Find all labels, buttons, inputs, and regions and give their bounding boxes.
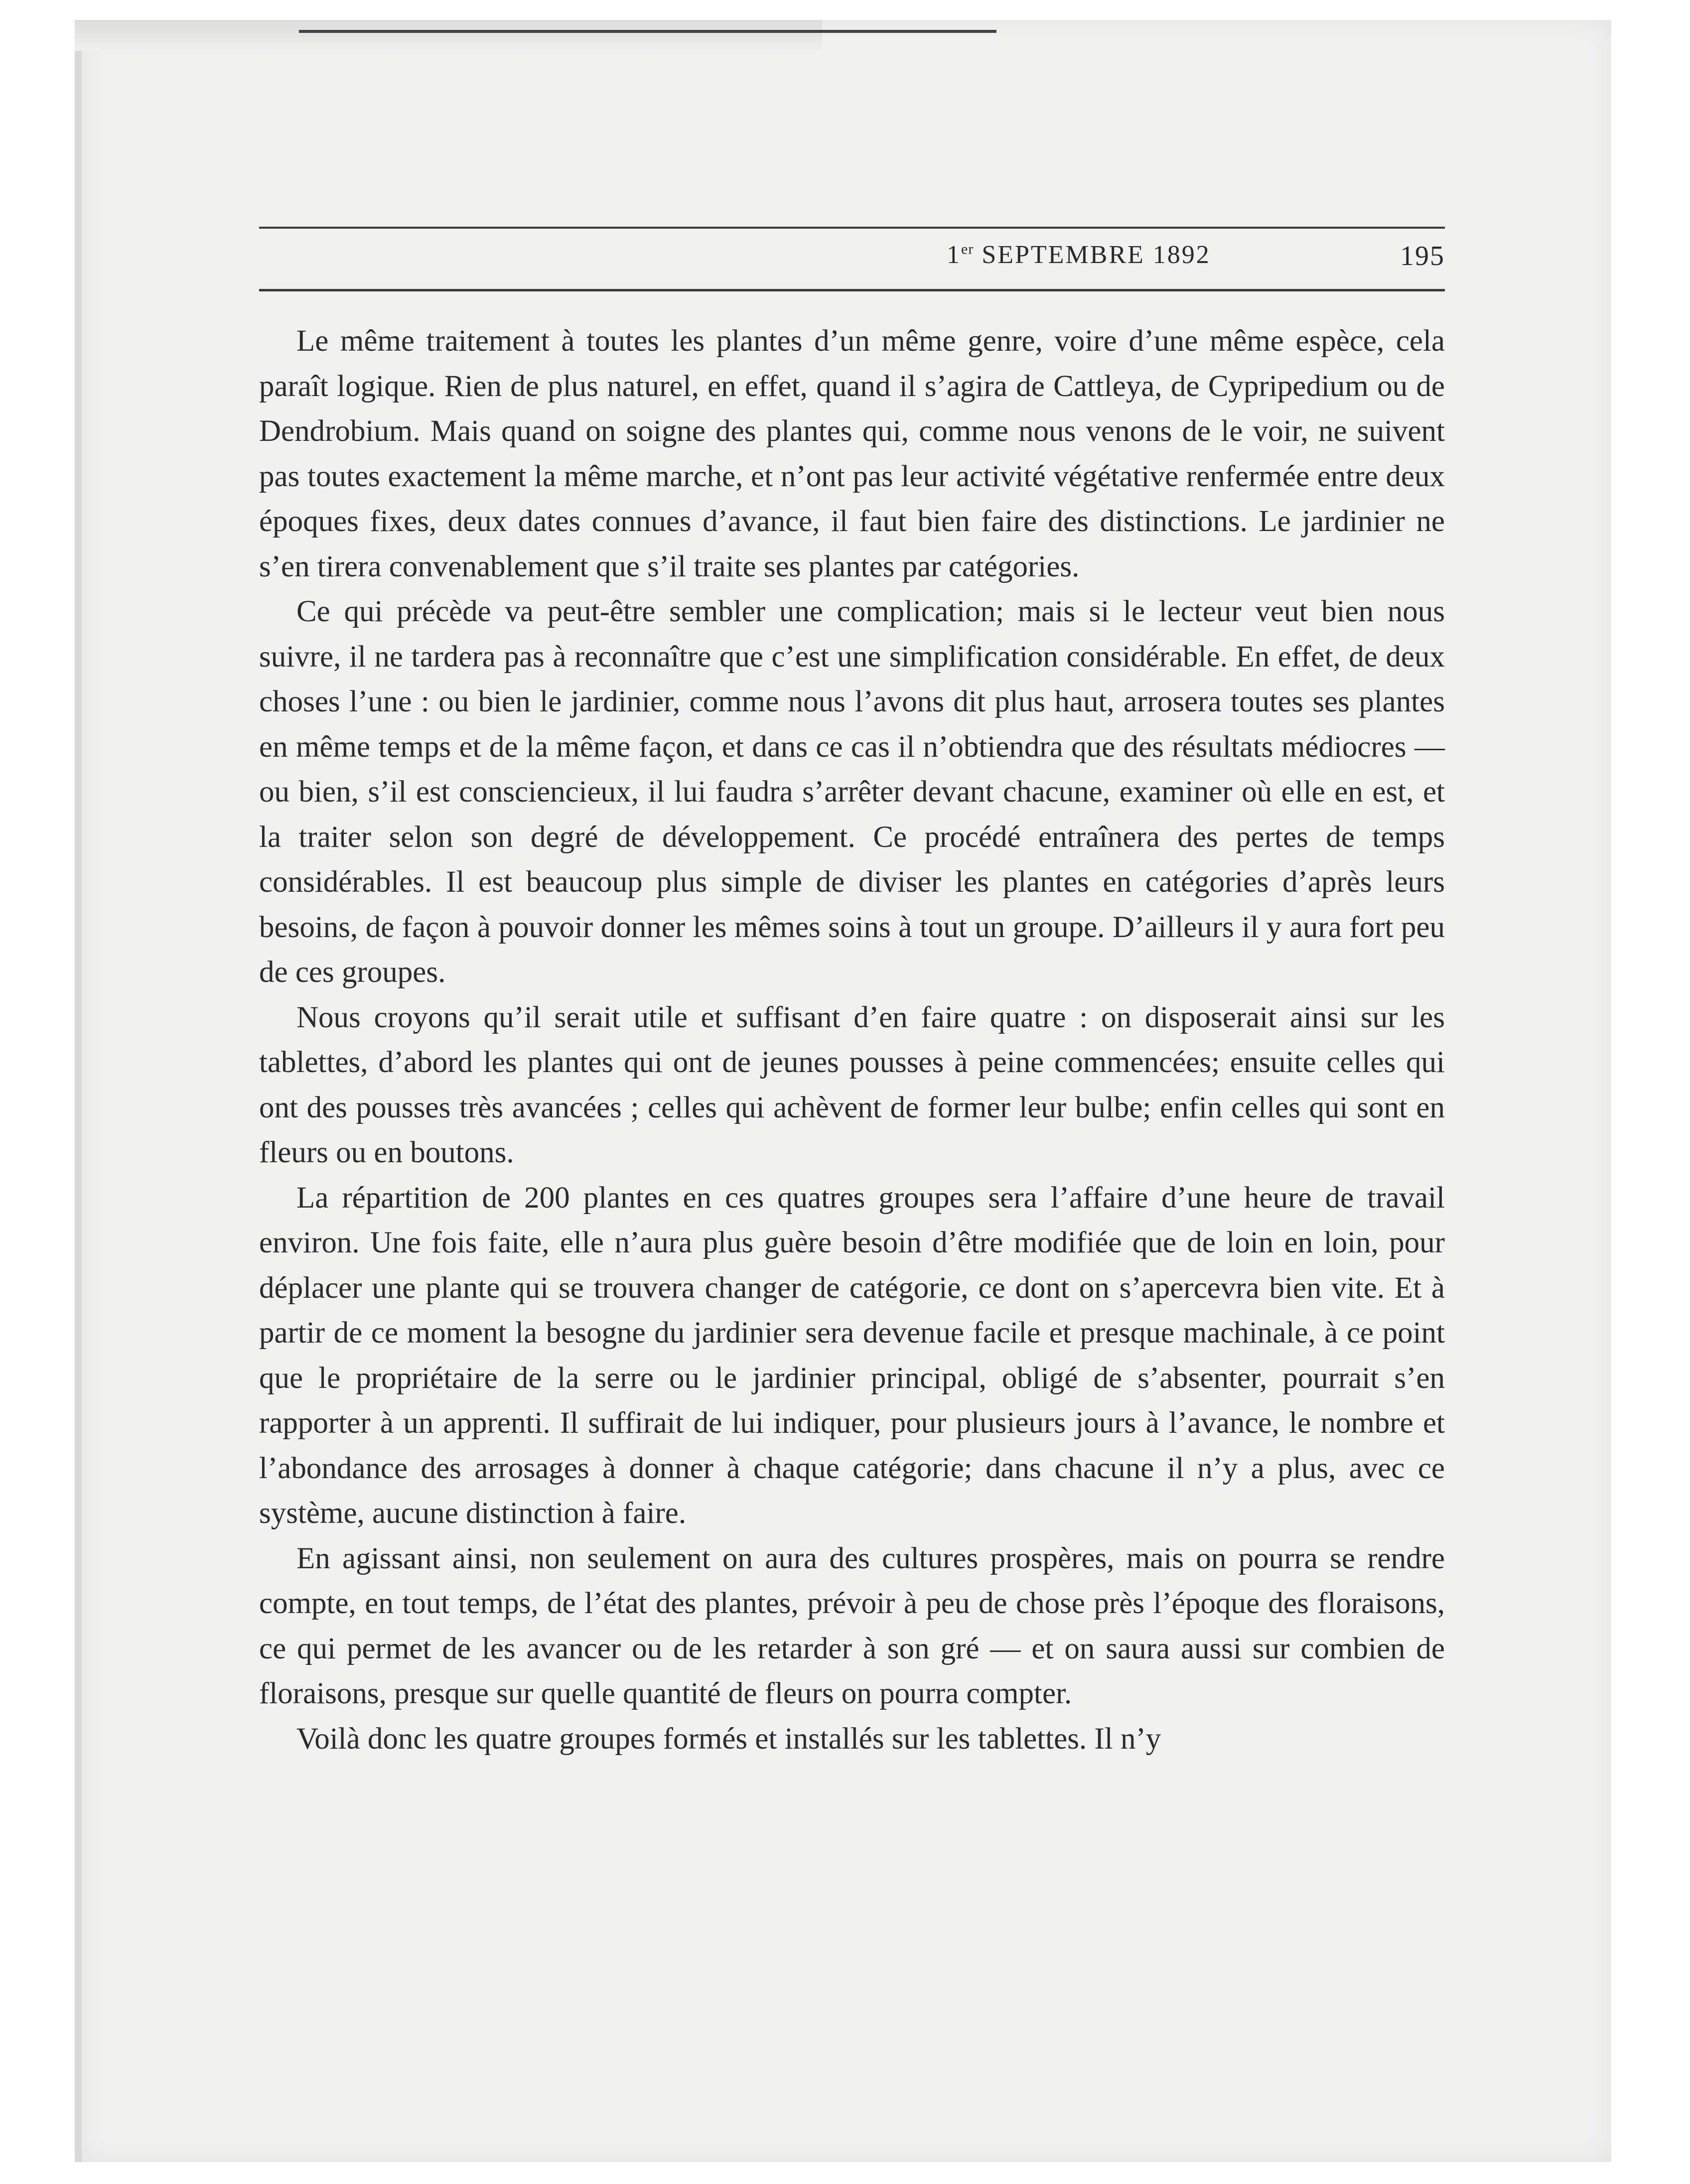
paragraph: En agissant ainsi, non seulement on aura des cultures prospères, mais on pourra se rendre compte, en tout temps, de l’état des plantes, prévoir à peu de chose près l’époque des floraisons, ce qui permet de les avancer ou de les retarder à son gré — et on saura aussi sur combien de floraisons, presque sur quelle quantité de fleurs on pourra compter.: [259, 1541, 1445, 1710]
scan-top-edge: [75, 20, 822, 51]
scan-edge-line: [299, 30, 996, 33]
page-number: 195: [1400, 241, 1445, 272]
date-day-suffix: er: [961, 241, 974, 258]
paragraph: Nous croyons qu’il serait utile et suffisant d’en faire quatre : on disposerait ainsi sur les tablettes, d’abord les plantes qui ont de jeunes pousses à peine commencées; ensuite celles qui ont des pousses très avancées ; celles qui achèvent de former leur bulbe; enfin celles qui sont en fleurs ou en boutons.: [259, 1000, 1445, 1169]
paragraph: Voilà donc les quatre groupes formés et installés sur les tablettes. Il n’y: [296, 1722, 1161, 1756]
header-rule-bottom: [259, 289, 1445, 291]
running-head-date: [947, 240, 1211, 270]
date-month-year: SEPTEMBRE 1892: [982, 241, 1211, 269]
running-head: [259, 240, 1445, 280]
paragraph: La répartition de 200 plantes en ces quatres groupes sera l’affaire d’une heure de travail environ. Une fois faite, elle n’aura plus guère besoin d’être modifiée que de loin en loin, pour déplacer une plante qui se trouvera changer de catégorie, ce dont on s’apercevra bien vite. Et à partir de ce moment la besogne du jardinier sera devenue facile et presque machinale, à ce point que le propriétaire de la serre ou le jardinier principal, obligé de s’absenter, pourrait s’en rapporter à un apprenti. Il suffirait de lui indiquer, pour plusieurs jours à l’avance, le nombre et l’abondance des arrosages à donner à chaque catégorie; dans chacune il n’y a plus, avec ce système, aucune distinction à faire.: [259, 1181, 1445, 1530]
date-day: 1: [947, 241, 961, 269]
paragraph: Le même traitement à toutes les plantes d’un même genre, voire d’une même espèce, cela paraît logique. Rien de plus naturel, en effet, quand il s’agira de Cattleya, de Cypripedium ou de Dendrobium. Mais quand on soigne des plantes qui, comme nous venons de le voir, ne suivent pas toutes exactement la même marche, et n’ont pas leur activité végétative renfermée entre deux époques fixes, deux dates connues d’avance, il faut bien faire des distinctions. Le jardinier ne s’en tirera convenablement que s’il traite ses plantes par catégories.: [259, 324, 1445, 583]
paragraph: Ce qui précède va peut-être sembler une complication; mais si le lecteur veut bien nous suivre, il ne tardera pas à reconnaître que c’est une simplification considérable. En effet, de deux choses l’une : ou bien le jardinier, comme nous l’avons dit plus haut, arrosera toutes ses plantes en même temps et de la même façon, et dans ce cas il n’obtiendra que des résultats médiocres — ou bien, s’il est consciencieux, il lui faudra s’arrêter devant chacune, examiner où elle en est, et la traiter selon son degré de développement. Ce procédé entraînera des pertes de temps considérables. Il est beaucoup plus simple de diviser les plantes en catégories d’après leurs besoins, de façon à pouvoir donner les mêmes soins à tout un groupe. D’ailleurs il y aura fort peu de ces groupes.: [259, 595, 1445, 989]
body-text: [259, 319, 1445, 1762]
header-rule-top: [259, 227, 1445, 229]
